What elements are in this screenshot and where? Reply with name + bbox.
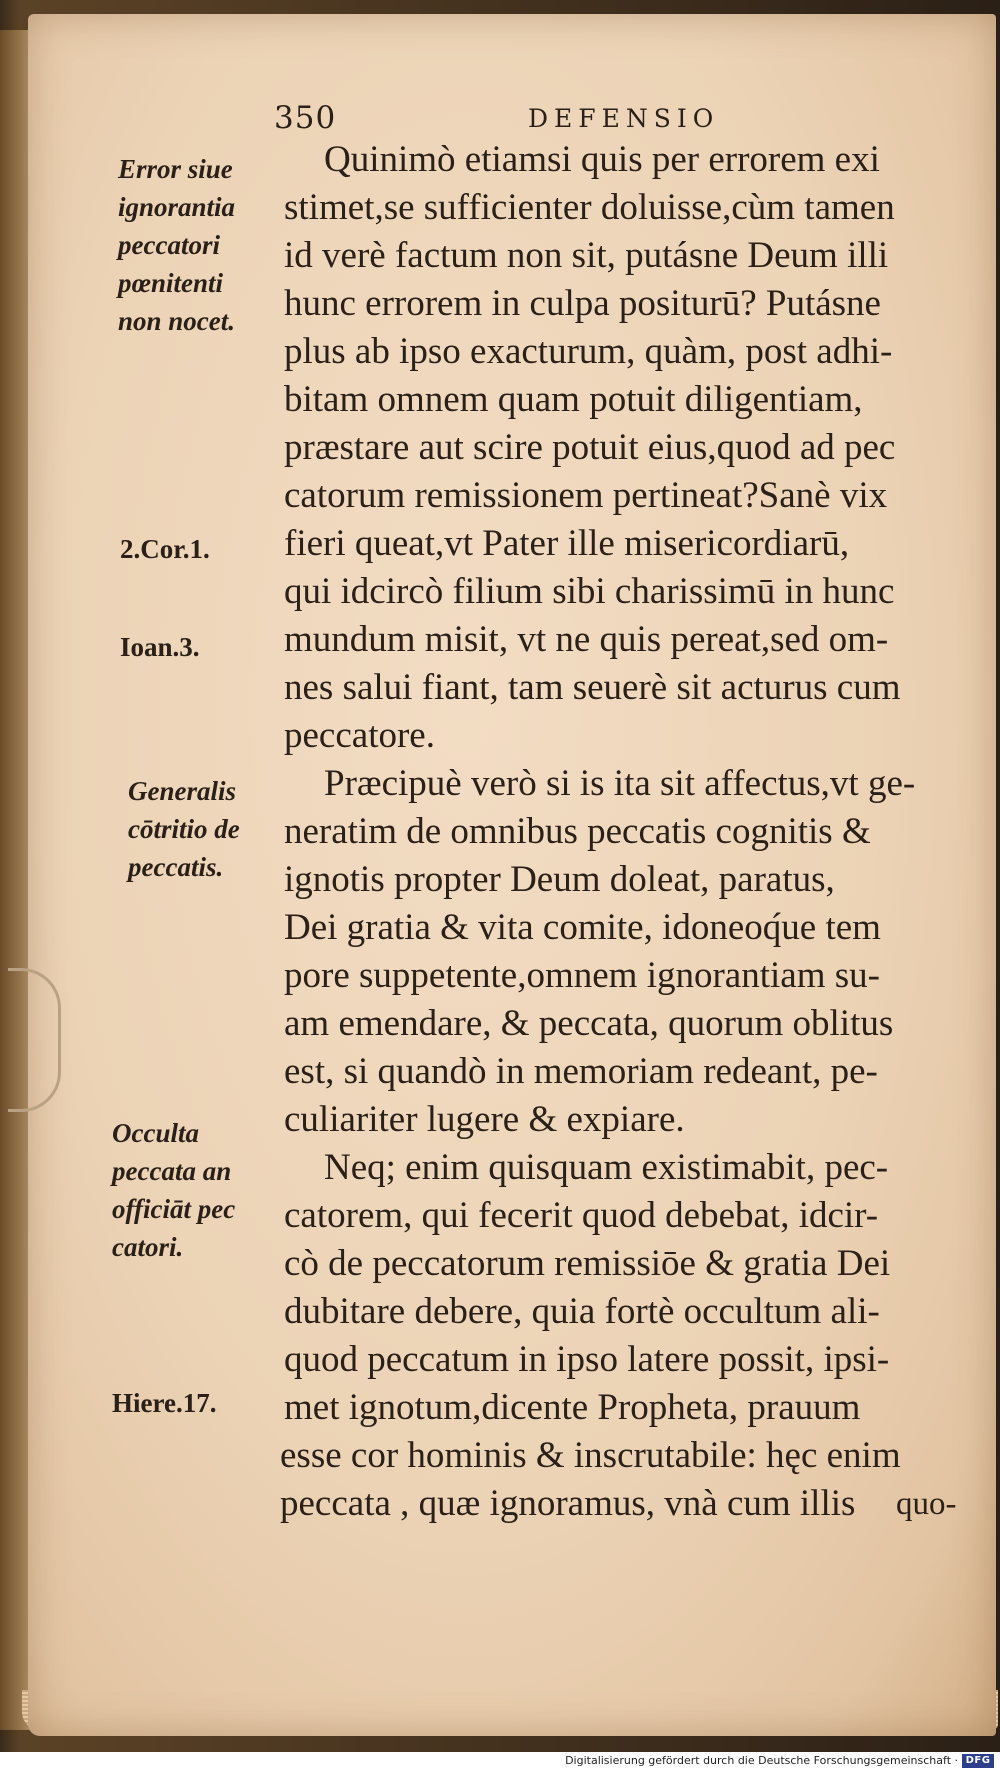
text-line: peccatore. <box>284 715 435 756</box>
text-line: hunc errorem in culpa positurū? Putásne <box>284 283 881 324</box>
text-line: culiariter lugere & expiare. <box>284 1099 685 1140</box>
text-line: id verè factum non sit, putásne Deum illi <box>284 235 889 276</box>
text-line: quod peccatum in ipso latere possit, ipsi- <box>284 1339 890 1380</box>
page-number: 350 <box>274 100 337 136</box>
text-line: ignotis propter Deum doleat, paratus, <box>284 859 835 900</box>
margin-note-line: Generalis <box>128 776 236 806</box>
margin-note-line: 2.Cor.1. <box>120 534 210 564</box>
text-line: catorum remissionem pertineat?Sanè vix <box>284 475 888 516</box>
dfg-logo-icon: DFG <box>962 1754 994 1768</box>
text-line: am emendare, & peccata, quorum oblitus <box>284 1003 894 1044</box>
text-line: peccata , quæ ignoramus, vnà cum illis <box>280 1483 856 1524</box>
margin-note-line: Error siue <box>118 154 233 184</box>
margin-note-line: cōtritio de <box>128 814 240 844</box>
text-line: Neq; enim quisquam existimabit, pec- <box>324 1147 889 1188</box>
margin-note-cor <box>120 530 210 568</box>
margin-note-line: pœnitenti <box>118 268 224 298</box>
margin-note-line: peccata an <box>112 1156 232 1186</box>
body-text <box>280 136 984 1528</box>
text-line: neratim de omnibus peccatis cognitis & <box>284 811 871 852</box>
margin-note-line: Ioan.3. <box>120 632 200 662</box>
text-line: plus ab ipso exacturum, quàm, post adhi- <box>284 331 893 372</box>
margin-note-generalis <box>128 772 240 886</box>
margin-note-line: peccatis. <box>128 852 224 882</box>
margin-note-line: Occulta <box>112 1118 199 1148</box>
text-line: met ignotum,dicente Propheta, prauum <box>284 1387 861 1428</box>
text-line: dubitare debere, quia fortè occultum ali- <box>284 1291 880 1332</box>
margin-note-line: Hiere.17. <box>112 1388 217 1418</box>
margin-note-line: catori. <box>112 1232 184 1262</box>
margin-note-error <box>118 150 235 340</box>
margin-note-line: officiāt pec <box>112 1194 236 1224</box>
text-line: mundum misit, vt ne quis pereat,sed om- <box>284 619 889 660</box>
margin-note-line: non nocet. <box>118 306 236 336</box>
text-line: Dei gratia & vita comite, idoneoq́ue tem <box>284 907 881 948</box>
catchword: quo- <box>896 1486 957 1522</box>
text-line: est, si quandò in memoriam redeant, pe- <box>284 1051 878 1092</box>
margin-note-hiere <box>112 1384 216 1422</box>
text-line: præstare aut scire potuit eius,quod ad pec <box>284 427 896 468</box>
text-line: Præcipuè verò si is ita sit affectus,vt ge- <box>324 763 916 804</box>
margin-note-ioan <box>120 628 200 666</box>
funding-credit: Digitalisierung gefördert durch die Deutsche Forschungsgemeinschaft · <box>565 1754 958 1767</box>
text-line: catorem, qui fecerit quod debebat, idcir- <box>284 1195 879 1236</box>
text-line: Quinimò etiamsi quis per errorem exi <box>324 139 880 180</box>
text-line: stimet,se sufficienter doluisse,cùm tamen <box>284 187 895 228</box>
text-line: pore suppetente,omnem ignorantiam su- <box>284 955 880 996</box>
book-clasp-icon <box>8 968 61 1112</box>
text-line: qui idcircò filium sibi charissimū in hunc <box>284 571 895 612</box>
text-line: esse cor hominis & inscrutabile: hęc enim <box>280 1435 901 1476</box>
text-line: cò de peccatorum remissiōe & gratia Dei <box>284 1243 891 1284</box>
text-line: fieri queat,vt Pater ille misericordiarū, <box>284 523 850 564</box>
margin-note-line: peccatori <box>118 230 220 260</box>
running-title: DEFENSIO <box>528 104 720 133</box>
margin-note-line: ignorantia <box>118 192 236 222</box>
text-line: nes salui fiant, tam seuerè sit acturus cum <box>284 667 901 708</box>
margin-note-occulta <box>112 1114 235 1266</box>
text-line: bitam omnem quam potuit diligentiam, <box>284 379 863 420</box>
